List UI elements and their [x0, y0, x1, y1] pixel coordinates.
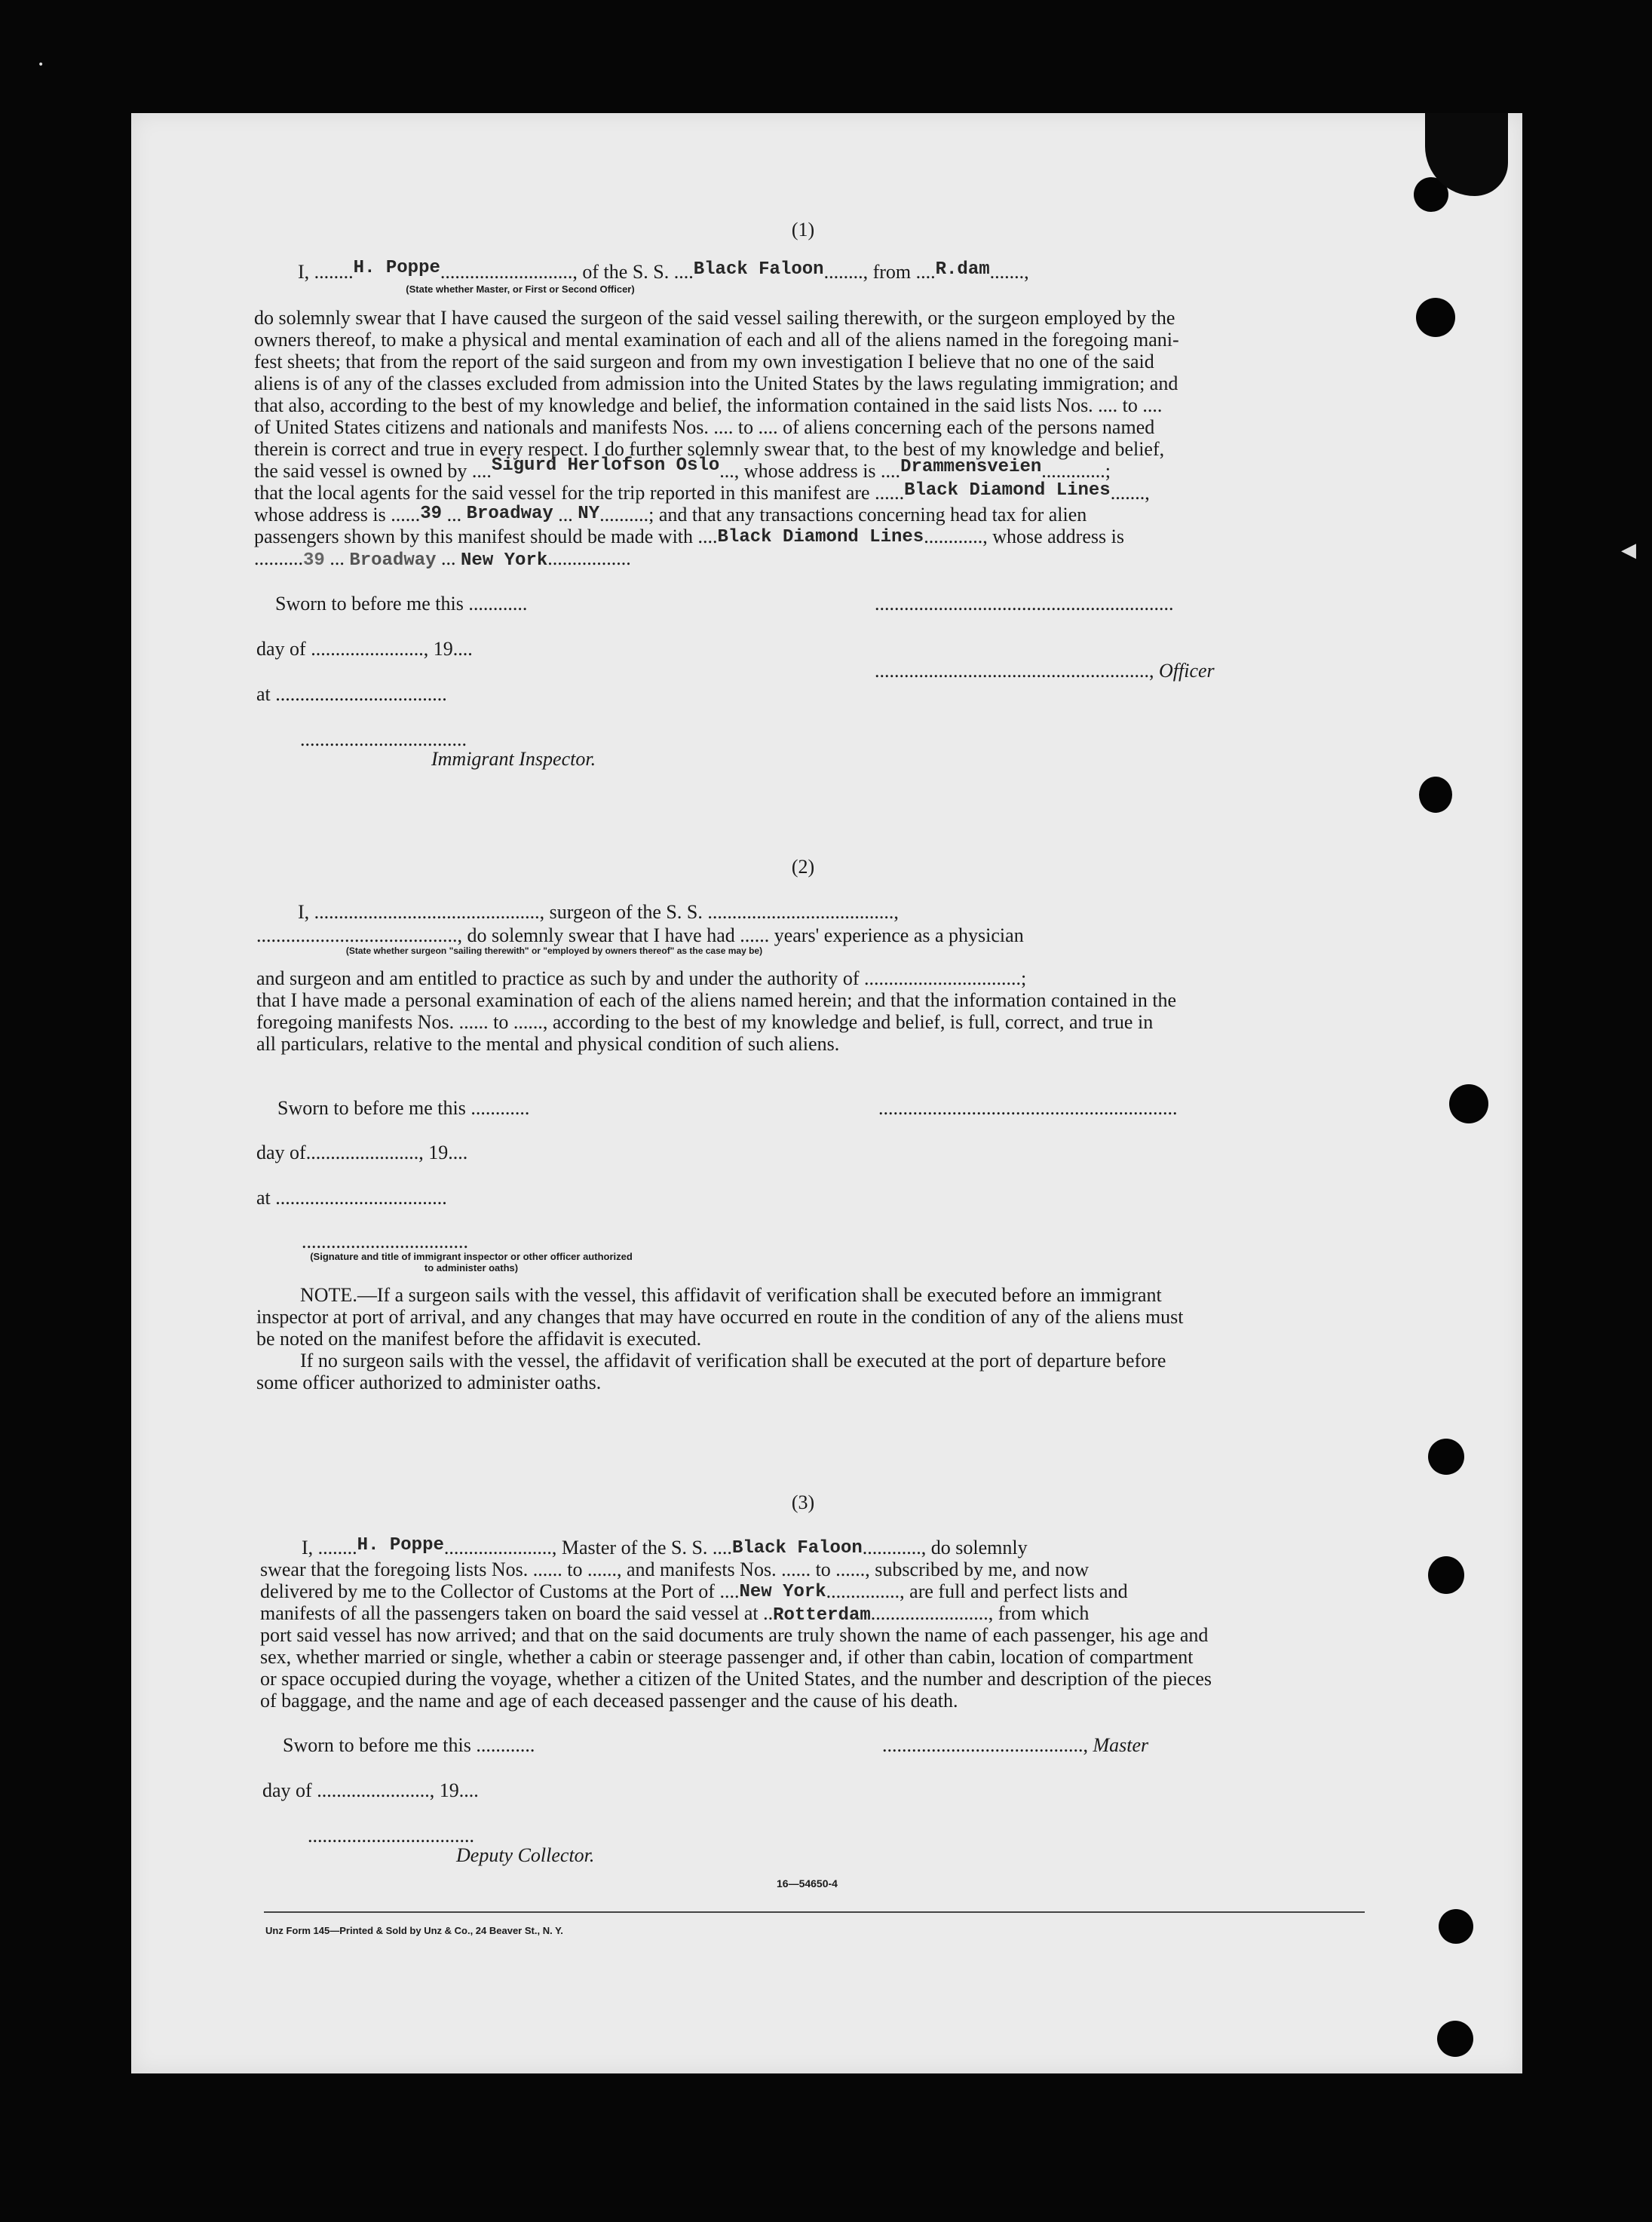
punch-hole — [1428, 1439, 1464, 1475]
surgeon-caption: (State whether surgeon "sailing therewith" or "employed by owners thereof" as the case may be) — [345, 945, 763, 956]
agents-address-line: whose address is ......39 ... Broadway ... NY..........; and that any transactions concerning head tax for alien — [254, 504, 1087, 526]
place-line: at ................................... — [256, 1187, 447, 1209]
body-line: of baggage, and the name and age of each deceased passenger and the cause of his death. — [260, 1690, 958, 1712]
master-signature-line — [882, 1734, 1148, 1757]
sworn-line: Sworn to before me this ............ — [277, 1097, 530, 1119]
headtax-address-number: 39 — [303, 550, 325, 571]
punch-hole — [1439, 1909, 1473, 1944]
text-fragment: delivered by me to the Collector of Customs at the Port of .... — [260, 1580, 740, 1602]
section-number: (2) — [791, 856, 815, 878]
note-line: be noted on the manifest before the affidavit is executed. — [256, 1328, 702, 1350]
headtax-address-street: Broadway — [349, 550, 437, 571]
agents-field: Black Diamond Lines — [904, 480, 1111, 501]
text-fragment: ..............., are full and perfect lists and — [826, 1580, 1128, 1602]
date-line: day of......................., 19.... — [256, 1142, 468, 1163]
printer-imprint: Unz Form 145—Printed & Sold by Unz & Co., 24 Beaver St., N. Y. — [265, 1925, 563, 1936]
text-fragment: the said vessel is owned by .... — [254, 460, 492, 482]
punch-hole — [1437, 2021, 1473, 2057]
footer-rule — [264, 1911, 1365, 1913]
body-line: fest sheets; that from the report of the said surgeon and from my own investigation I believe that no one of the said — [254, 351, 1154, 372]
body-line: of United States citizens and nationals and manifests Nos. .... to .... of aliens concerning each of the persons named — [254, 416, 1155, 438]
text-fragment: I, ........ — [302, 1537, 357, 1558]
text-fragment: ......................, Master of the S. S. .... — [443, 1537, 732, 1558]
ship-name-field: Black Faloon — [693, 259, 824, 280]
agents-address-number: 39 — [420, 504, 443, 524]
from-port-field: R.dam — [935, 259, 990, 280]
signature-line: ............................................................. — [875, 593, 1174, 614]
collector-signature-line: .................................. — [308, 1825, 474, 1847]
text-fragment: ................. — [547, 547, 631, 569]
inspector-title: Immigrant Inspector. — [431, 748, 596, 770]
text-fragment: whose address is ...... — [254, 504, 421, 526]
headtax-address-city: New York — [461, 550, 548, 571]
text-fragment: ..........; and that any transactions concerning head tax for alien — [599, 504, 1087, 526]
section-number: (1) — [791, 219, 815, 241]
text-fragment: ..........................., of the S. S. .... — [440, 261, 694, 283]
text-fragment: I, ........ — [298, 261, 354, 283]
text-fragment: ........, from .... — [823, 261, 936, 283]
signature-caption: (Signature and title of immigrant inspector or other officer authorized to administer oaths) — [310, 1251, 633, 1273]
text-fragment: ........................, from which — [870, 1602, 1090, 1624]
speck-mark: ◀ — [1621, 539, 1636, 562]
text-fragment: ..., whose address is .... — [719, 460, 901, 482]
inspector-signature-line: .................................. — [302, 1231, 468, 1252]
embark-line — [260, 1602, 1089, 1626]
note-line: inspector at port of arrival, and any changes that may have occurred en route in the condition of any of the aliens must — [256, 1306, 1184, 1328]
text-fragment: ........................................., — [882, 1734, 1088, 1756]
port-line — [260, 1580, 1128, 1604]
surgeon-line: I, .............................................., surgeon of the S. S. ......................................, — [298, 901, 899, 923]
officer-title: Officer — [1159, 660, 1215, 682]
body-line: swear that the foregoing lists Nos. ...... to ......, and manifests Nos. ...... to ......, subscribed by me, and now — [260, 1558, 1090, 1580]
experience-line: ........................................., do solemnly swear that I have had ...... years' experience as a physician — [256, 924, 1024, 946]
body-line: that also, according to the best of my knowledge and belief, the information contained in the said lists Nos. .... to .... — [254, 394, 1163, 416]
punch-hole — [1416, 298, 1455, 337]
text-fragment: passengers shown by this manifest should be made with .... — [254, 526, 718, 547]
body-line: foregoing manifests Nos. ...... to ......, according to the best of my knowledge and belief, is full, correct, and true in — [256, 1011, 1154, 1033]
agents-address-city: NY — [578, 504, 600, 524]
embark-port-field: Rotterdam — [773, 1605, 871, 1626]
text-fragment: ........................................................, — [875, 660, 1154, 682]
text-fragment: ............, whose address is — [924, 526, 1124, 547]
inspector-signature-line: .................................. — [300, 728, 467, 750]
ship-name-field: Black Faloon — [731, 1538, 863, 1558]
headtax-agent-field: Black Diamond Lines — [717, 527, 924, 547]
note-line: some officer authorized to administer oaths. — [256, 1372, 602, 1393]
place-line: at ................................... — [256, 683, 447, 705]
body-line: therein is correct and true in every respect. I do further solemnly swear that, to the best of my knowledge and belief, — [254, 438, 1165, 460]
date-line: day of ......................., 19.... — [262, 1779, 479, 1801]
text-fragment: ......., — [1110, 482, 1150, 504]
agents-line — [254, 482, 1150, 506]
officer-signature-line — [875, 660, 1215, 682]
date-line: day of ......................., 19.... — [256, 638, 473, 660]
body-line: owners thereof, to make a physical and mental examination of each and all of the aliens named in the foregoing mani- — [254, 329, 1179, 351]
text-fragment: that the local agents for the said vessel for the trip reported in this manifest are ...... — [254, 482, 905, 504]
punch-hole — [1419, 777, 1452, 813]
body-line: that I have made a personal examination of each of the aliens named herein; and that the information contained in the — [256, 989, 1177, 1011]
text-fragment: manifests of all the passengers taken on board the said vessel at .. — [260, 1602, 774, 1624]
form-number: 16—54650-4 — [777, 1877, 838, 1889]
master-title: Master — [1093, 1734, 1149, 1756]
text-fragment: .......... — [254, 547, 303, 569]
agents-address-street: Broadway — [466, 504, 553, 524]
collector-title: Deputy Collector. — [456, 1844, 595, 1866]
officer-rank-caption: (State whether Master, or First or Second Officer) — [406, 283, 635, 295]
text-fragment: .............; — [1041, 460, 1111, 482]
text-fragment: ............, do solemnly — [862, 1537, 1028, 1558]
body-line: all particulars, relative to the mental and physical condition of such aliens. — [256, 1033, 840, 1055]
oath-first-line — [298, 258, 1029, 286]
body-line: port said vessel has now arrived; and that on the said documents are truly shown the name of each passenger, his age and — [260, 1624, 1209, 1646]
note-line: If no surgeon sails with the vessel, the affidavit of verification shall be executed at the port of departure before — [300, 1350, 1166, 1372]
master-name-field: H. Poppe — [353, 258, 440, 278]
owner-field: Sigurd Herlofson Oslo — [491, 455, 720, 476]
text-fragment: ......., — [989, 261, 1029, 283]
headtax-line — [254, 526, 1124, 550]
note-line: NOTE.—If a surgeon sails with the vessel, this affidavit of verification shall be executed before an immigrant — [300, 1284, 1162, 1306]
signature-line: ............................................................. — [878, 1097, 1178, 1119]
headtax-address-line: ..........39 ... Broadway ... New York................. — [254, 547, 631, 571]
body-line: and surgeon and am entitled to practice as such by and under the authority of ................................; — [256, 967, 1027, 989]
sworn-line: Sworn to before me this ............ — [283, 1734, 535, 1756]
arrival-port-field: New York — [739, 1582, 826, 1602]
owner-address-field: Drammensveien — [900, 457, 1042, 477]
body-line: sex, whether married or single, whether a cabin or steerage passenger and, if other than cabin, location of compartment — [260, 1646, 1194, 1668]
punch-hole — [1428, 1556, 1464, 1594]
body-line: aliens is of any of the classes excluded from admission into the United States by the laws regulating immigration; and — [254, 372, 1178, 394]
section-number: (3) — [791, 1491, 815, 1513]
punch-hole — [1449, 1084, 1488, 1123]
speck-mark: • — [38, 59, 44, 71]
body-line: do solemnly swear that I have caused the surgeon of the said vessel sailing therewith, or the surgeon employed by the — [254, 307, 1175, 329]
master-name-field: H. Poppe — [357, 1535, 444, 1555]
sworn-line: Sworn to before me this ............ — [275, 593, 528, 614]
body-line: or space occupied during the voyage, whether a citizen of the United States, and the number and description of the pieces — [260, 1668, 1212, 1690]
